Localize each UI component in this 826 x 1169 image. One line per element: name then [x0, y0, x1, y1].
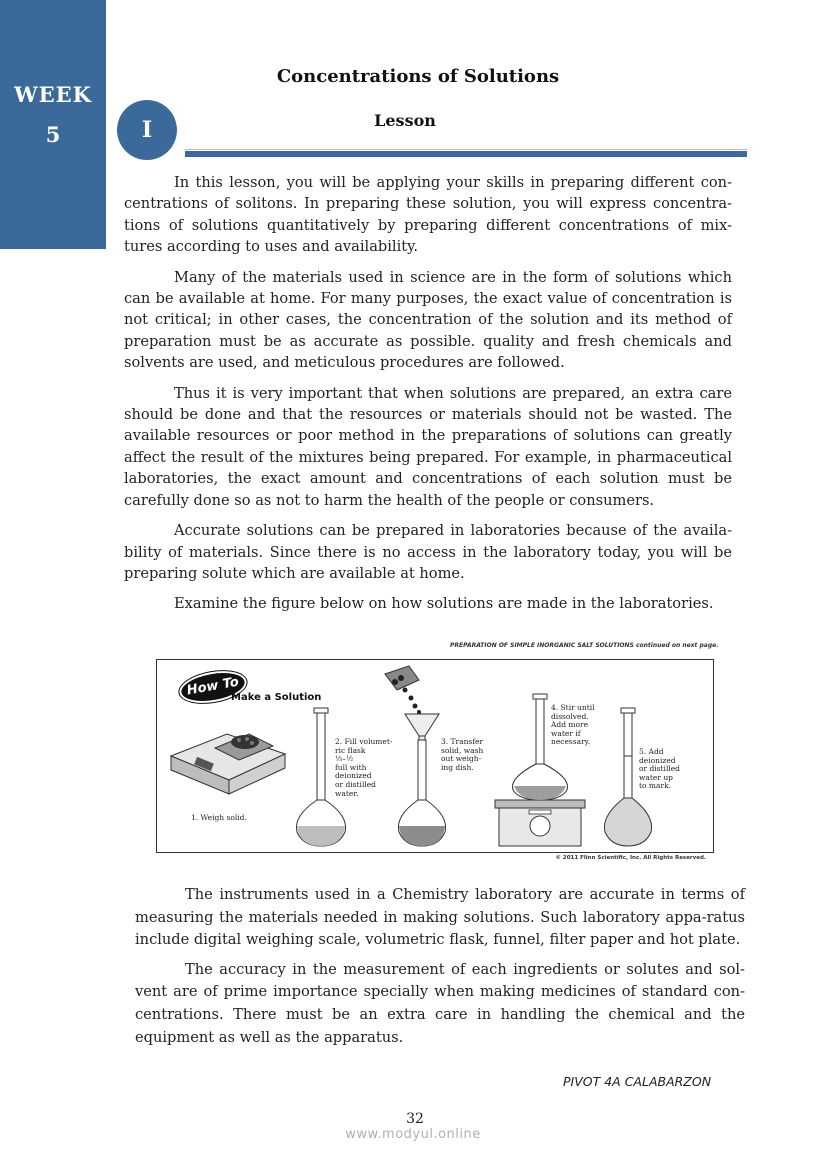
paragraph: Many of the materials used in science are in the form of solutions which can be available at home. For many purposes, the exact value of concentration is not critical; in other cases, the concentration of the solution and its method of preparation must be as accurate as possible. quality and fresh chemicals and solvents are used, and meticulous procedures are followed. [124, 268, 732, 372]
header-rule-thin [185, 149, 747, 150]
paragraph: The instruments used in a Chemistry laboratory are accurate in terms of measuring the materials needed in making solutions. Such laboratory appa-ratus include digital weighing scale, volumetric flask, funnel, filter paper and hot plate. [135, 886, 745, 949]
paragraph: Examine the figure below on how solutions are made in the laboratories. [174, 595, 714, 613]
page-subtitle: Lesson [374, 111, 436, 130]
hot-plate-icon [495, 800, 585, 846]
lesson-body-continued [135, 884, 745, 1056]
figure-top-caption: PREPARATION OF SIMPLE INORGANIC SALT SOLUTIONS continued on next page. [450, 642, 719, 649]
paragraph: In this lesson, you will be applying your skills in preparing different con-centrations of solitons. In preparing these solution, you will express concentra-tions of solutions quantitatively by preparing different concentrations of mix-tures according to uses and availability. [124, 174, 732, 256]
paragraph: Accurate solutions can be prepared in laboratories because of the availa-bility of materials. Since there is no access in the laboratory today, you will be preparing solute which are available at home. [124, 522, 732, 582]
figure-heading: Make a Solution [231, 692, 322, 703]
header-rule [185, 151, 747, 157]
page-title: Concentrations of Solutions [276, 66, 560, 87]
step-label: 2. Fill volumet- ric flask ⅓–½ full with deionized or distilled water. [335, 737, 393, 798]
step-label: 3. Transfer solid, wash out weigh- ing dish. [441, 737, 484, 772]
lesson-body [124, 172, 732, 624]
funnel-icon [385, 666, 439, 752]
week-tab [0, 0, 106, 249]
page-number: 32 [406, 1111, 424, 1127]
digital-scale-icon [171, 734, 285, 794]
step-label: 5. Add deionized or distilled water up to mark. [639, 747, 680, 791]
watermark: www.modyul.online [345, 1127, 481, 1142]
how-to-badge: How To [177, 666, 249, 707]
section-badge: I [117, 100, 177, 160]
figure-frame [156, 659, 714, 853]
figure-copyright: © 2011 Flinn Scientific, Inc. All Rights Reserved. [555, 855, 706, 861]
solution-figure [150, 636, 719, 868]
step-label: 4. Stir until dissolved. Add more water if necessary. [551, 703, 595, 747]
paragraph: Thus it is very important that when solutions are prepared, an extra care should be done and that the resources or materials should not be wasted. The available resources or poor method in the preparations of solutions can greatly affect the result of the mixtures being prepared. For example, in pharmaceutical laboratories, the exact amount and concentrations of each solution must be carefully done so as not to harm the health of the people or consumers. [124, 384, 732, 509]
week-label: WEEK [14, 82, 92, 107]
footer-brand: PIVOT 4A CALABARZON [563, 1074, 712, 1089]
week-number: 5 [45, 122, 61, 147]
volumetric-flask-icon [398, 740, 445, 846]
step-label: 1. Weigh solid. [191, 813, 247, 822]
paragraph: The accuracy in the measurement of each ingredients or solutes and sol-vent are of prime importance specially when making medicines of standard con-centrations. There must be an extra care in handling the chemical and the equipment as well as the apparatus. [135, 960, 745, 1046]
